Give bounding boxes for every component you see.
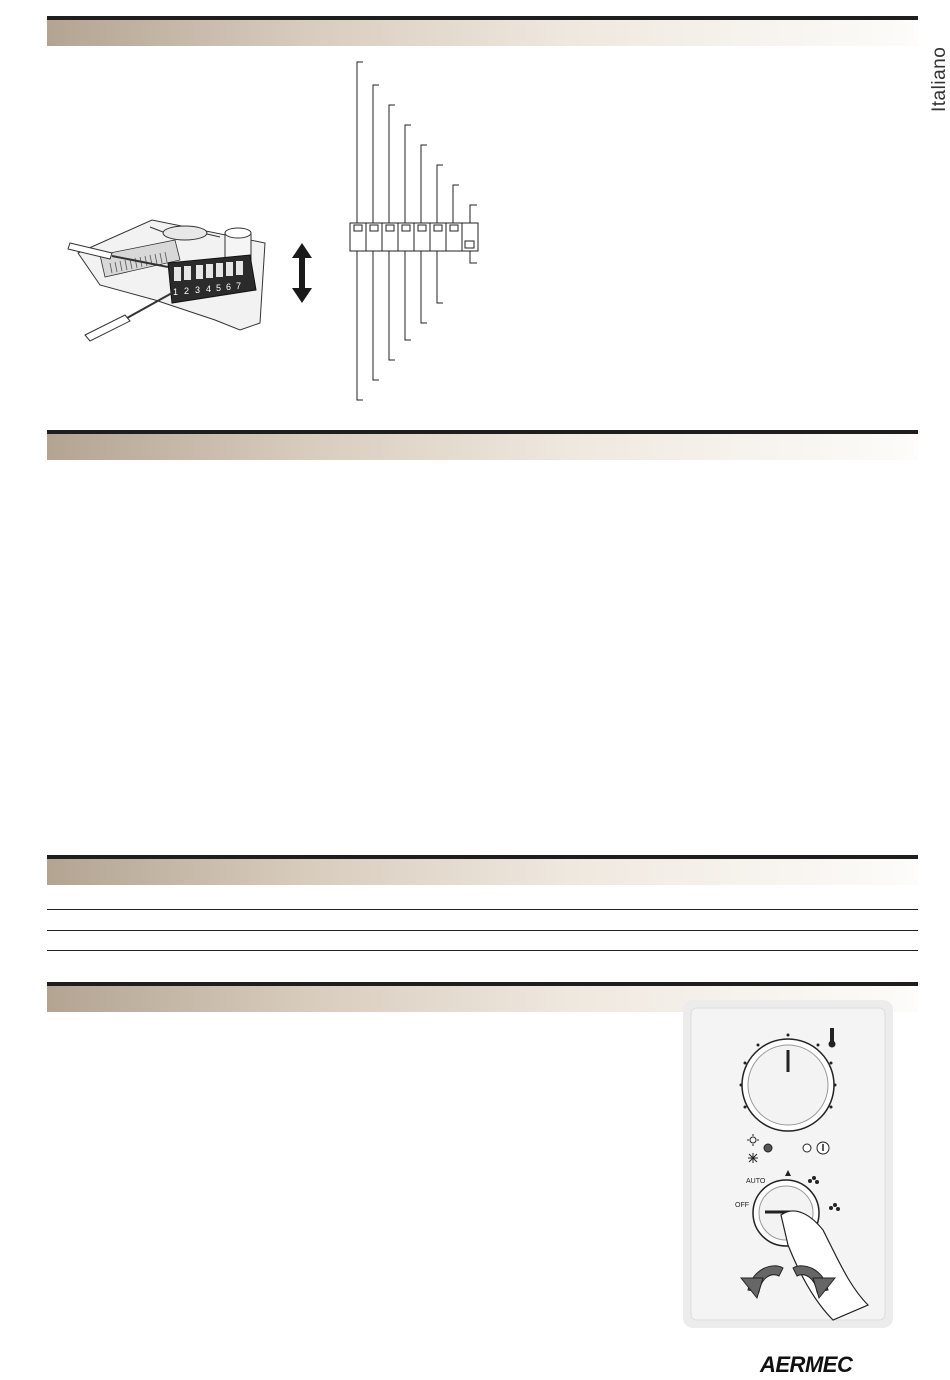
screwdriver-icon <box>85 293 172 341</box>
controller-figure <box>683 1000 893 1328</box>
dip-number: 6 <box>226 282 232 292</box>
selector-off-label: OFF <box>735 1202 749 1209</box>
dipswitch-board-figure <box>60 215 320 350</box>
language-tab: Italiano <box>929 46 950 112</box>
dip-number: 2 <box>184 286 190 296</box>
section-header-bar-3 <box>47 855 918 885</box>
dip-number: 5 <box>216 283 222 293</box>
snowflake-icon <box>748 1153 758 1163</box>
dipswitch-schematic <box>345 55 495 410</box>
table-rule <box>47 930 918 931</box>
table-rule <box>47 909 918 910</box>
selector-auto-label: AUTO <box>746 1178 766 1185</box>
dip-number: 4 <box>206 284 212 294</box>
aermec-logo: AERMEC <box>760 1352 853 1377</box>
dip-number: 7 <box>236 281 242 291</box>
section-header-bar-1 <box>47 16 918 46</box>
dip-number: 1 <box>173 287 179 297</box>
table-rule <box>47 950 918 951</box>
section-header-bar-2 <box>47 430 918 460</box>
dip-number: 3 <box>195 285 201 295</box>
up-down-arrow-icon <box>290 243 314 303</box>
